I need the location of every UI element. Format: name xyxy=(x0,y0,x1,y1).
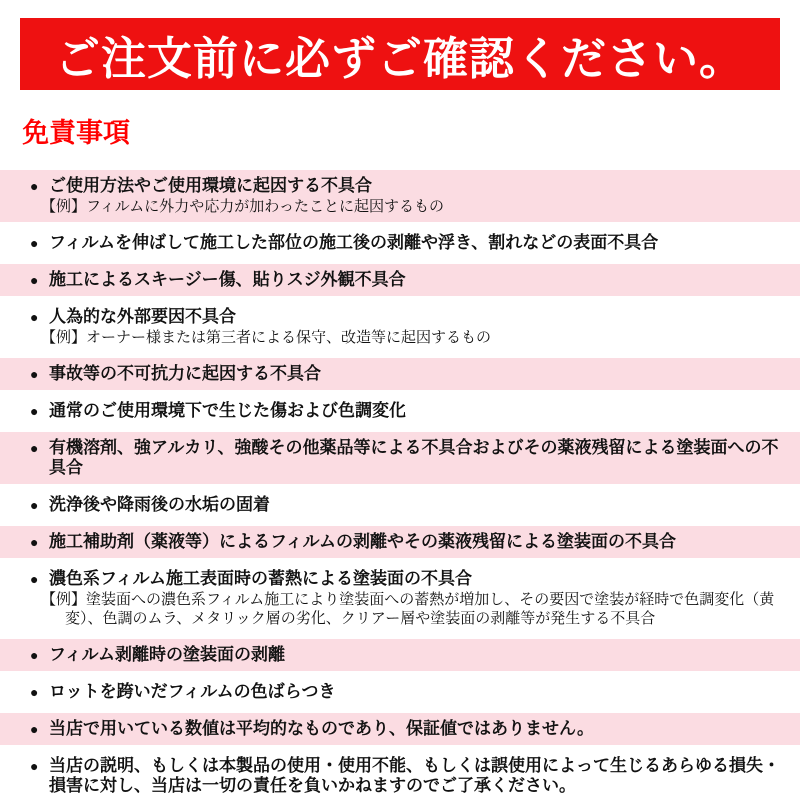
bullet-icon: ● xyxy=(30,684,39,700)
disclaimer-item-text: 施工補助剤（薬液等）によるフィルムの剥離やその薬液残留による塗装面の不具合 xyxy=(49,532,676,551)
disclaimer-item-text: 人為的な外部要因不具合 xyxy=(49,307,236,326)
bullet-icon: ● xyxy=(30,497,39,513)
disclaimer-item-text: ご使用方法やご使用環境に起因する不具合 xyxy=(49,176,372,195)
disclaimer-item-text: ロットを跨いだフィルムの色ばらつき xyxy=(49,682,336,701)
disclaimer-item xyxy=(0,358,800,390)
disclaimer-item xyxy=(0,264,800,296)
disclaimer-item xyxy=(0,563,800,634)
banner-text: ご注文前に必ずご確認ください。 xyxy=(54,32,745,84)
bullet-icon: ● xyxy=(30,647,39,663)
disclaimer-item xyxy=(0,713,800,745)
disclaimer-item-example: 【例】フィルムに外力や応力が加わったことに起因するもの xyxy=(41,198,445,215)
disclaimer-item-text: 施工によるスキージー傷、貼りスジ外観不具合 xyxy=(49,270,406,289)
bullet-icon: ● xyxy=(30,571,39,587)
bullet-icon: ● xyxy=(30,534,39,550)
bullet-icon: ● xyxy=(30,366,39,382)
disclaimer-item xyxy=(0,676,800,708)
disclaimer-item-example: 【例】オーナー様または第三者による保守、改造等に起因するもの xyxy=(41,329,492,346)
bullet-icon: ● xyxy=(30,309,39,325)
confirm-before-order-banner xyxy=(20,18,780,90)
bullet-icon: ● xyxy=(30,235,39,251)
bullet-icon: ● xyxy=(30,440,39,456)
disclaimer-item-text: 通常のご使用環境下で生じた傷および色調変化 xyxy=(49,401,406,420)
disclaimer-item xyxy=(0,170,800,222)
disclaimer-item-text: 事故等の不可抗力に起因する不具合 xyxy=(49,364,321,383)
disclaimer-list xyxy=(0,170,800,800)
disclaimer-item-text: フィルム剥離時の塗装面の剥離 xyxy=(49,645,285,664)
disclaimer-item-text: 有機溶剤、強アルカリ、強酸その他薬品等による不具合およびその薬液残留による塗装面への不具合 xyxy=(49,438,779,477)
disclaimer-item-text: 洗浄後や降雨後の水垢の固着 xyxy=(49,495,270,514)
disclaimer-item xyxy=(0,526,800,558)
disclaimer-item xyxy=(0,750,800,800)
disclaimer-item xyxy=(0,432,800,484)
bullet-icon: ● xyxy=(30,178,39,194)
bullet-icon: ● xyxy=(30,272,39,288)
disclaimer-item xyxy=(0,489,800,521)
bullet-icon: ● xyxy=(30,403,39,419)
disclaimer-item xyxy=(0,227,800,259)
disclaimer-item xyxy=(0,395,800,427)
disclaimer-item xyxy=(0,301,800,353)
bullet-icon: ● xyxy=(30,758,39,774)
disclaimer-section-heading: 免責事項 xyxy=(22,118,130,148)
disclaimer-item xyxy=(0,639,800,671)
bullet-icon: ● xyxy=(30,721,39,737)
disclaimer-item-text: 当店で用いている数値は平均的なものであり、保証値ではありません。 xyxy=(49,719,595,738)
disclaimer-item-text: 濃色系フィルム施工表面時の蓄熱による塗装面の不具合 xyxy=(49,569,472,588)
disclaimer-item-text: フィルムを伸ばして施工した部位の施工後の剥離や浮き、割れなどの表面不具合 xyxy=(49,233,659,252)
disclaimer-item-example: 【例】塗装面への濃色系フィルム施工により塗装面への蓄熱が増加し、その要因で塗装が経時で色調変化（黄変）、色調のムラ、メタリック層の劣化、クリアー層や塗装面の剥離等が発生する不具合 xyxy=(41,591,775,627)
disclaimer-item-text: 当店の説明、もしくは本製品の使用・使用不能、もしくは誤使用によって生じるあらゆる損失・損害に対し、当店は一切の責任を負いかねますのでご了承ください。 xyxy=(49,756,780,795)
